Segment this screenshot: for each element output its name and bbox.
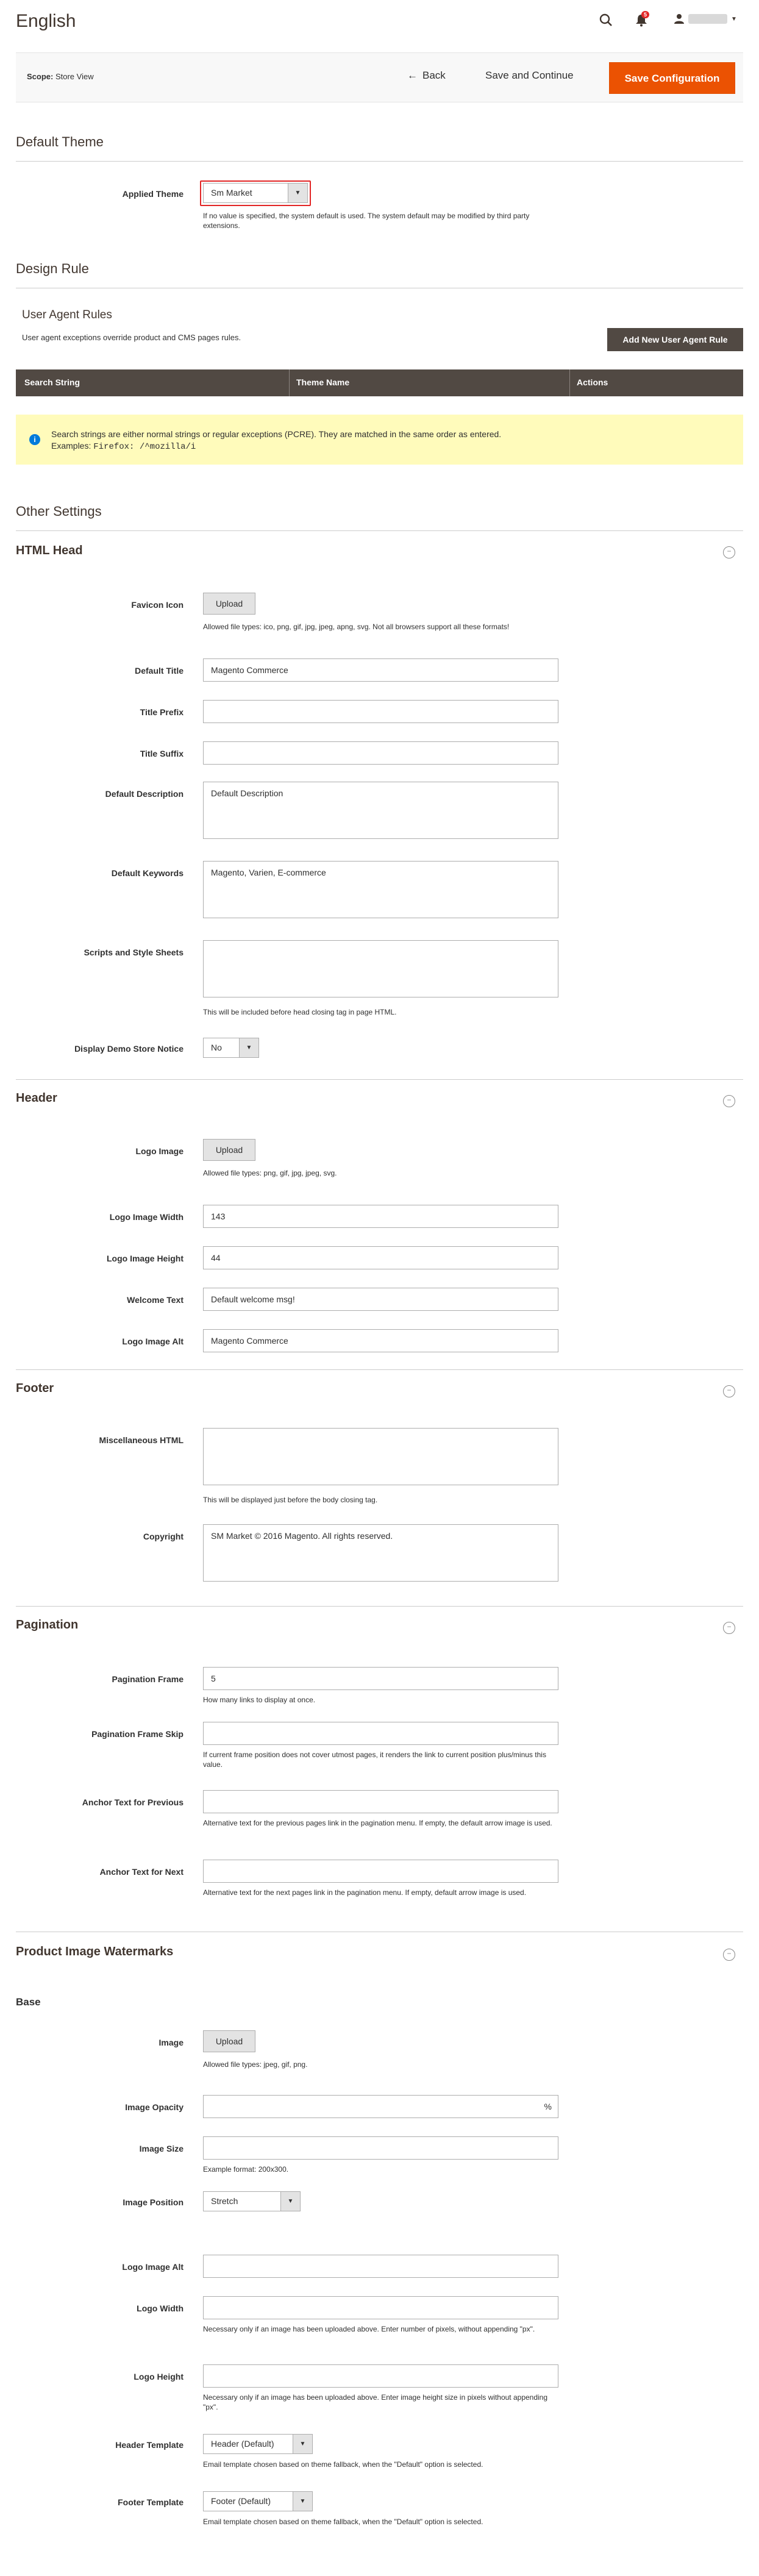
watermark-size-input[interactable] (203, 2136, 558, 2160)
email-logo-alt-label: Logo Image Alt (122, 2262, 184, 2272)
divider (16, 161, 743, 162)
scope-switcher[interactable]: Scope: Store View (27, 72, 94, 81)
collapse-icon[interactable]: − (723, 546, 735, 558)
divider (16, 1369, 743, 1370)
default-title-label: Default Title (135, 666, 184, 676)
copyright-textarea[interactable]: SM Market © 2016 Magento. All rights reserved. (203, 1524, 558, 1582)
watermark-size-label: Image Size (139, 2144, 184, 2153)
logo-note: Allowed file types: png, gif, jpg, jpeg, svg. (203, 1169, 337, 1177)
footer-template-select[interactable]: Footer (Default) ▼ (203, 2491, 313, 2511)
logo-alt-input[interactable]: Magento Commerce (203, 1329, 558, 1352)
watermark-opacity-input[interactable] (203, 2095, 558, 2118)
user-menu[interactable] (674, 13, 737, 24)
user-agent-rules-table-header (16, 369, 743, 396)
default-title-input[interactable]: Magento Commerce (203, 658, 558, 682)
notifications-bell-icon[interactable] (635, 13, 647, 29)
watermark-image-note: Allowed file types: jpeg, gif, png. (203, 2060, 308, 2069)
watermarks-base-title: Base (16, 1996, 41, 2008)
notice-text: Search strings are either normal strings or regular exceptions (PCRE). They are matched in the same order as entered. Examples: Firefox: /^mozilla/i (51, 429, 502, 452)
header-template-select[interactable]: Header (Default) ▼ (203, 2434, 313, 2454)
header-group-title[interactable]: Header (16, 1091, 57, 1105)
watermark-position-select[interactable]: Stretch ▼ (203, 2191, 301, 2211)
section-other-settings-title: Other Settings (16, 504, 102, 519)
footer-group-title[interactable]: Footer (16, 1382, 54, 1395)
pagination-frame-note: How many links to display at once. (203, 1696, 316, 1704)
demo-notice-label: Display Demo Store Notice (74, 1044, 184, 1054)
anchor-prev-note: Alternative text for the previous pages link in the pagination menu. If empty, the default arrow image is used. (203, 1819, 552, 1827)
notification-count-badge: 5 (641, 11, 649, 18)
divider (16, 530, 743, 531)
watermark-position-label: Image Position (123, 2197, 184, 2207)
header-template-note: Email template chosen based on theme fallback, when the "Default" option is selected. (203, 2460, 483, 2469)
welcome-text-input[interactable]: Default welcome msg! (203, 1288, 558, 1311)
title-prefix-label: Title Prefix (140, 707, 184, 717)
scripts-note: This will be included before head closing tag in page HTML. (203, 1008, 397, 1016)
logo-height-input[interactable]: 44 (203, 1246, 558, 1269)
pagination-skip-label: Pagination Frame Skip (91, 1729, 184, 1739)
watermarks-group-title[interactable]: Product Image Watermarks (16, 1945, 174, 1958)
chevron-down-icon: ▼ (731, 15, 737, 23)
title-suffix-input[interactable] (203, 741, 558, 765)
pagination-frame-input[interactable]: 5 (203, 1667, 558, 1690)
anchor-next-note: Alternative text for the next pages link in the pagination menu. If empty, default arrow image is used. (203, 1888, 527, 1897)
logo-height-label: Logo Image Height (107, 1254, 184, 1263)
email-logo-alt-input[interactable] (203, 2255, 558, 2278)
title-prefix-input[interactable] (203, 700, 558, 723)
email-logo-width-label: Logo Width (137, 2303, 184, 2313)
welcome-text-label: Welcome Text (127, 1295, 184, 1305)
anchor-next-input[interactable] (203, 1860, 558, 1883)
favicon-label: Favicon Icon (131, 600, 184, 610)
html-head-group-title[interactable]: HTML Head (16, 544, 83, 557)
arrow-left-icon: ← (407, 70, 418, 81)
info-icon: i (29, 434, 40, 445)
collapse-icon[interactable]: − (723, 1095, 735, 1107)
percent-suffix: % (544, 2102, 552, 2111)
user-agent-rules-desc: User agent exceptions override product and CMS pages rules. (22, 333, 241, 342)
header-template-label: Header Template (115, 2440, 184, 2450)
user-icon (674, 13, 685, 24)
applied-theme-select[interactable]: Sm Market ▼ (203, 183, 308, 203)
page-title: English (16, 11, 76, 31)
logo-width-label: Logo Image Width (109, 1212, 184, 1222)
scripts-label: Scripts and Style Sheets (84, 947, 184, 957)
default-description-label: Default Description (105, 789, 184, 799)
column-search-string: Search String (24, 377, 80, 387)
email-logo-height-note: Necessary only if an image has been uploaded above. Enter image height size in pixels without appending "px". (203, 2393, 548, 2411)
logo-alt-label: Logo Image Alt (122, 1336, 184, 1346)
copyright-label: Copyright (143, 1532, 184, 1541)
dropdown-arrow-icon: ▼ (280, 2192, 300, 2211)
anchor-next-label: Anchor Text for Next (99, 1867, 184, 1877)
title-suffix-label: Title Suffix (140, 749, 184, 758)
collapse-icon[interactable]: − (723, 1949, 735, 1961)
email-logo-height-input[interactable] (203, 2364, 558, 2388)
email-logo-width-input[interactable] (203, 2296, 558, 2319)
user-name (688, 14, 727, 24)
pagination-group-title[interactable]: Pagination (16, 1618, 79, 1632)
divider (16, 1606, 743, 1607)
column-actions: Actions (577, 377, 608, 387)
watermark-upload-button[interactable]: Upload (203, 2030, 255, 2052)
search-icon[interactable] (599, 13, 613, 29)
misc-html-note: This will be displayed just before the body closing tag. (203, 1496, 378, 1504)
email-logo-height-label: Logo Height (134, 2372, 184, 2382)
watermark-size-note: Example format: 200x300. (203, 2165, 289, 2174)
dropdown-arrow-icon: ▼ (293, 2492, 312, 2511)
default-keywords-textarea[interactable]: Magento, Varien, E-commerce (203, 861, 558, 918)
demo-notice-select[interactable]: No ▼ (203, 1038, 259, 1058)
save-configuration-button[interactable]: Save Configuration (609, 62, 735, 94)
applied-theme-note: If no value is specified, the system default is used. The system default may be modified by third party extensions. (203, 212, 530, 230)
scripts-textarea[interactable] (203, 940, 558, 997)
favicon-note: Allowed file types: ico, png, gif, jpg, jpeg, apng, svg. Not all browsers support all these formats! (203, 623, 510, 631)
misc-html-label: Miscellaneous HTML (99, 1435, 184, 1445)
watermark-opacity-label: Image Opacity (125, 2102, 184, 2112)
user-agent-rules-title: User Agent Rules (22, 309, 112, 321)
pagination-skip-input[interactable] (203, 1722, 558, 1745)
collapse-icon[interactable]: − (723, 1385, 735, 1397)
divider (16, 1079, 743, 1080)
logo-image-label: Logo Image (135, 1146, 184, 1156)
applied-theme-label: Applied Theme (122, 189, 184, 199)
pagination-skip-note: If current frame position does not cover utmost pages, it renders the link to current position plus/minus this value. (203, 1750, 546, 1769)
section-design-rule-title: Design Rule (16, 261, 89, 276)
dropdown-arrow-icon: ▼ (293, 2435, 312, 2453)
collapse-icon[interactable]: − (723, 1622, 735, 1634)
dropdown-arrow-icon: ▼ (288, 184, 307, 202)
anchor-prev-input[interactable] (203, 1790, 558, 1813)
footer-template-note: Email template chosen based on theme fallback, when the "Default" option is selected. (203, 2517, 483, 2526)
dropdown-arrow-icon: ▼ (239, 1038, 258, 1057)
default-keywords-label: Default Keywords (111, 868, 184, 878)
logo-width-input[interactable]: 143 (203, 1205, 558, 1228)
column-theme-name: Theme Name (296, 377, 350, 387)
favicon-upload-button[interactable]: Upload (203, 593, 255, 615)
watermark-image-label: Image (159, 2038, 184, 2047)
footer-template-label: Footer Template (118, 2497, 184, 2507)
email-logo-width-note: Necessary only if an image has been uploaded above. Enter number of pixels, without appending "px". (203, 2325, 535, 2333)
section-default-theme-title: Default Theme (16, 134, 104, 149)
anchor-prev-label: Anchor Text for Previous (82, 1797, 184, 1807)
save-and-continue-button[interactable]: Save and Continue (485, 70, 574, 81)
back-button[interactable]: ← Back (407, 70, 446, 81)
default-description-textarea[interactable]: Default Description (203, 782, 558, 839)
pagination-frame-label: Pagination Frame (112, 1674, 184, 1684)
misc-html-textarea[interactable] (203, 1428, 558, 1485)
logo-upload-button[interactable]: Upload (203, 1139, 255, 1161)
add-user-agent-rule-button[interactable]: Add New User Agent Rule (607, 328, 743, 351)
